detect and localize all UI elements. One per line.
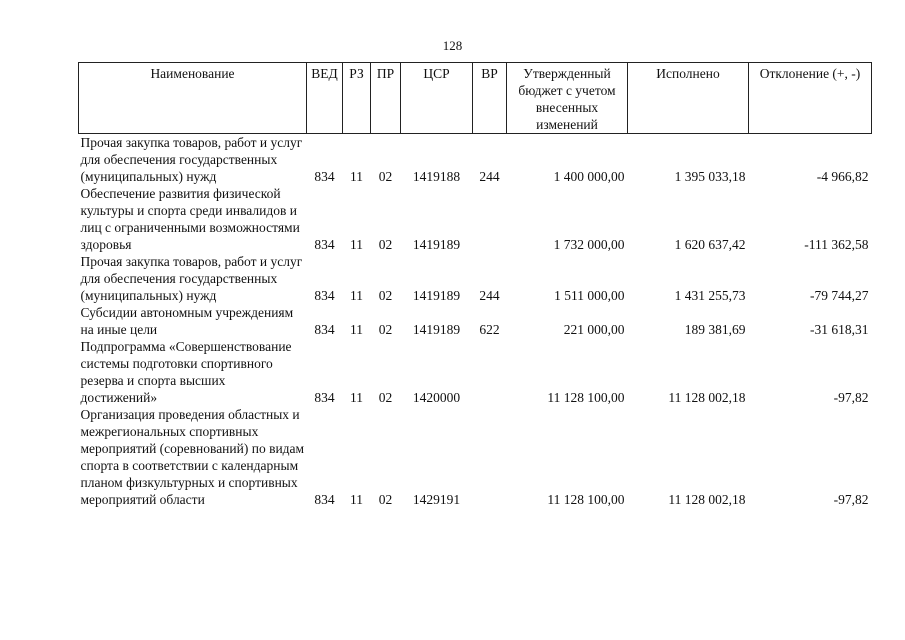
cell-csr: 1419189 [412,237,461,252]
cell-pr: 02 [378,322,393,337]
cell-name: Подпрограмма «Совершенствование системы подготовки спортивного резерва и спорта высших достижений» [80,339,292,405]
table-row [79,134,872,186]
cell-approved-budget: 1 400 000,00 [553,169,625,184]
cell-deviation: -31 618,31 [810,322,869,337]
cell-deviation: -97,82 [833,390,869,405]
header-name: Наименование [79,63,307,134]
header-csr: ЦСР [401,63,473,134]
cell-pr: 02 [378,492,393,507]
cell-name: Прочая закупка товаров, работ и услуг для обеспечения государственных (муниципальных) нужд [80,254,303,303]
cell-csr: 1419189 [412,322,461,337]
header-rz: РЗ [343,63,371,134]
table-row [79,304,872,338]
cell-vr [473,185,507,253]
cell-ved: 834 [314,169,335,184]
cell-ved: 834 [314,390,335,405]
cell-executed: 1 431 255,73 [674,288,746,303]
table-row [79,253,872,304]
budget-execution-table [78,62,872,508]
cell-vr [473,338,507,406]
cell-ved: 834 [314,288,335,303]
cell-deviation: -79 744,27 [810,288,869,303]
cell-vr: 622 [479,322,500,337]
header-vr: ВР [473,63,507,134]
cell-pr: 02 [378,169,393,184]
cell-vr: 244 [479,169,500,184]
cell-executed: 11 128 002,18 [668,492,746,507]
cell-deviation: -111 362,58 [804,237,869,252]
page-number: 128 [442,38,463,53]
table-body [79,134,872,509]
cell-pr: 02 [378,237,393,252]
table-row [79,338,872,406]
cell-vr [473,406,507,508]
cell-rz: 11 [350,169,363,184]
cell-deviation: -4 966,82 [816,169,869,184]
cell-approved-budget: 11 128 100,00 [547,390,625,405]
table-header-row [79,63,872,134]
cell-rz: 11 [350,322,363,337]
cell-deviation: -97,82 [833,492,869,507]
cell-csr: 1420000 [412,390,461,405]
cell-name: Организация проведения областных и межрегиональных спортивных мероприятий (соревнований) по видам спорта в соответствии с календарным планом физкультурных и спортивных мероприятий области [80,407,305,507]
cell-csr: 1419189 [412,288,461,303]
cell-executed: 11 128 002,18 [668,390,746,405]
cell-ved: 834 [314,237,335,252]
header-approved-budget: Утвержденный бюджет с учетом внесенных изменений [507,63,628,134]
cell-rz: 11 [350,237,363,252]
cell-csr: 1429191 [412,492,461,507]
cell-approved-budget: 1 732 000,00 [553,237,625,252]
cell-csr: 1419188 [412,169,461,184]
cell-pr: 02 [378,390,393,405]
table-row [79,406,872,508]
table-row [79,185,872,253]
cell-approved-budget: 11 128 100,00 [547,492,625,507]
header-deviation: Отклонение (+, -) [749,63,872,134]
cell-executed: 1 395 033,18 [674,169,746,184]
cell-name: Обеспечение развития физической культуры и спорта среди инвалидов и лиц с ограниченными возможностями здоровья [80,186,300,252]
cell-executed: 189 381,69 [684,322,746,337]
header-executed: Исполнено [628,63,749,134]
cell-rz: 11 [350,390,363,405]
cell-approved-budget: 221 000,00 [563,322,625,337]
cell-rz: 11 [350,492,363,507]
cell-name: Прочая закупка товаров, работ и услуг для обеспечения государственных (муниципальных) нужд [80,135,303,184]
cell-approved-budget: 1 511 000,00 [554,288,625,303]
header-pr: ПР [371,63,401,134]
cell-ved: 834 [314,322,335,337]
cell-executed: 1 620 637,42 [674,237,746,252]
cell-name: Субсидии автономным учреждениям на иные цели [80,305,294,337]
cell-ved: 834 [314,492,335,507]
header-ved: ВЕД [307,63,343,134]
cell-vr: 244 [479,288,500,303]
cell-pr: 02 [378,288,393,303]
cell-rz: 11 [350,288,363,303]
